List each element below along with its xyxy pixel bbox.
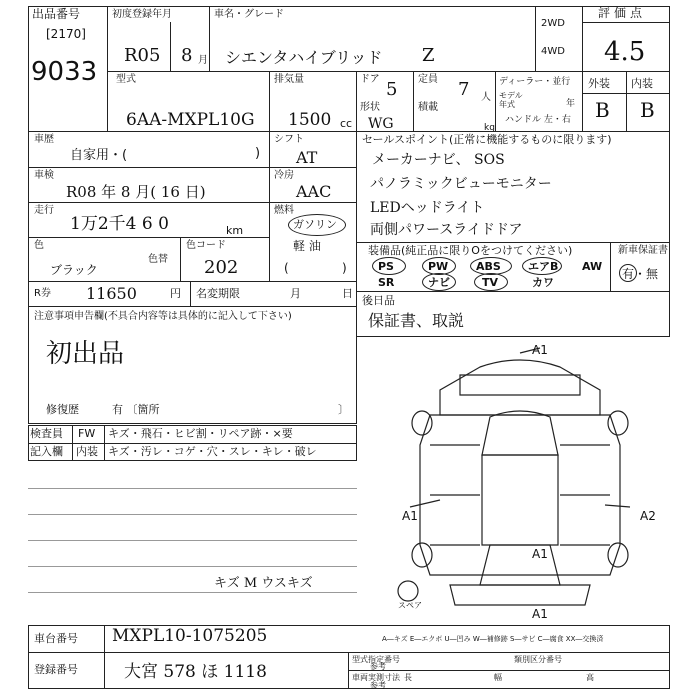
divider [28, 566, 357, 567]
name-change-label: 名変期限 [196, 287, 240, 300]
first-reg-month-unit: 月 [198, 55, 208, 66]
model-name: シエンタハイブリッド [225, 48, 383, 67]
vin-value: MXPL10-1075205 [112, 626, 268, 646]
plate-len: 長 [404, 673, 412, 682]
drive-box [535, 6, 583, 72]
capacity-value: 7 [458, 79, 470, 100]
divider [28, 592, 357, 593]
divider [626, 71, 627, 132]
sales-item-4: 両側パワースライドドア [370, 222, 523, 238]
capacity-unit: 人 [481, 92, 491, 103]
diagram-note: キズ M ウスキズ [214, 576, 313, 591]
divider [582, 93, 670, 94]
type-value: 6AA-MXPL10G [126, 110, 255, 130]
model-year-label-2: 年式 [499, 100, 515, 109]
displacement-label: 排気量 [274, 74, 304, 85]
repair-close: 〕 [338, 403, 349, 416]
shape-label: 形状 [360, 102, 380, 113]
fuel-alt: 軽 油 [293, 239, 321, 253]
plate-reg-label: 型式指定番号 [352, 655, 400, 664]
color-label: 色 [34, 240, 44, 251]
divider [190, 281, 191, 307]
drive-4wd: 4WD [541, 46, 565, 57]
mileage-unit: km [226, 224, 244, 237]
mileage-value: 1万2千4 6 0 [70, 214, 169, 234]
recycle-day: 日 [342, 287, 353, 300]
type-label: 型式 [116, 74, 136, 85]
equip-circle-ps [372, 257, 406, 275]
load-label: 積載 [418, 102, 438, 113]
interior-label: 内装 [631, 77, 653, 90]
handle-label: ハンドル 左・右 [505, 115, 571, 125]
equip-leather: カワ [532, 276, 554, 289]
ac-label: 冷房 [274, 170, 294, 181]
dealer-label: ディーラー・並行 [499, 77, 571, 87]
grade: Z [422, 45, 435, 66]
equip-sr: SR [378, 276, 395, 289]
car-diagram [370, 345, 670, 625]
shift-label: シフト [274, 134, 304, 145]
checker-row2-text: キズ・汚レ・コゲ・穴・スレ・キレ・破レ [108, 445, 317, 458]
plate-wid: 幅 [494, 673, 502, 682]
diagram-a1-bottom: A1 [532, 607, 548, 621]
divider [104, 425, 105, 461]
first-reg-month: 8 [181, 45, 193, 66]
vin-label: 車台番号 [34, 632, 78, 645]
sales-item-3: LEDヘッドライト [370, 200, 485, 216]
divider [28, 488, 357, 489]
equip-tv: TV [482, 276, 499, 289]
checker-row1-label: 検査員 [30, 427, 63, 440]
equip-circle-navi [422, 273, 456, 291]
color-num-label: 色替 [148, 254, 168, 265]
divider [28, 443, 357, 444]
inspection-label: 車検 [34, 170, 54, 181]
fuel-label: 燃料 [274, 205, 294, 216]
exterior-label: 外装 [588, 77, 610, 90]
repair-value: 有 〔箇所 [112, 403, 160, 416]
diagram-a2-right: A2 [640, 509, 656, 523]
lot-label: 出品番号 [32, 7, 81, 21]
notes-label: 注意事項申告欄(不具合内容等は具体的に記入して下さい) [34, 311, 292, 322]
plate-reg-ref: 参考 [370, 662, 386, 671]
plate-hei: 高 [586, 673, 594, 682]
lot-bracket: [2170] [46, 27, 86, 41]
warranty-value: 有・無 [622, 267, 659, 281]
first-reg-year: R05 [124, 45, 161, 66]
mileage-label: 走行 [34, 205, 54, 216]
score: 4.5 [604, 37, 646, 67]
lot-number: 9033 [31, 57, 98, 87]
load-unit: kg [484, 123, 495, 133]
fuel-circle [288, 214, 346, 236]
divider [28, 540, 357, 541]
color-code-label: 色コード [186, 240, 226, 251]
divider [28, 514, 357, 515]
displacement-unit: cc [340, 117, 353, 130]
divider [582, 22, 670, 23]
diagram-a1-left: A1 [402, 509, 418, 523]
equipment-label: 装備品(純正品に限りOをつけてください) [368, 244, 573, 257]
exterior-score: B [595, 98, 610, 122]
plate-dims-ref: 参考 [370, 681, 386, 690]
divider [170, 22, 171, 72]
recycle-unit: 円 [170, 287, 181, 300]
score-label: 評価点 [598, 6, 647, 20]
plate-class-label: 類別区分番号 [514, 655, 562, 664]
doors-value: 5 [386, 79, 398, 100]
later-label: 後日品 [362, 294, 395, 307]
checker-row2-label: 記入欄 [30, 445, 63, 458]
capacity-label: 定員 [418, 74, 438, 85]
warranty-circle [619, 264, 637, 282]
history-value: 自家用・( [70, 148, 128, 163]
model-year-unit: 年 [566, 99, 576, 109]
divider [72, 425, 73, 461]
drive-2wd: 2WD [541, 18, 565, 29]
equip-aw: AW [582, 260, 603, 273]
equip-pw: PW [428, 260, 449, 273]
plate-value: 大宮 578 ほ 1118 [124, 662, 267, 682]
displacement-value: 1500 [288, 110, 332, 130]
equip-circle-airbag [522, 257, 562, 275]
equip-circle-tv [474, 273, 508, 291]
divider [180, 237, 181, 282]
doors-label: ドア [360, 74, 380, 85]
fuel-paren-close: ) [342, 261, 347, 275]
inspection-value: R08 年 8 月( 16 日) [66, 183, 206, 201]
sales-item-1: メーカーナビ、 SOS [372, 152, 505, 168]
recycle-label: R券 [34, 288, 51, 299]
repair-label: 修復歴 [46, 403, 79, 416]
fuel-paren-open: ( [284, 261, 289, 275]
checker-row1-text: キズ・飛石・ヒビ割・リペア跡・×要 [108, 427, 293, 440]
notes-handwritten: 初出品 [46, 339, 125, 369]
divider [610, 242, 611, 292]
diagram-a1-top: A1 [532, 343, 548, 357]
ac-value: AAC [296, 182, 332, 201]
sales-item-2: パノラミックビューモニター [370, 176, 552, 192]
history-label: 車歴 [34, 134, 54, 145]
divider [348, 670, 670, 671]
equip-ps: PS [378, 260, 394, 273]
plate-dims-label: 車両実測寸法 [352, 673, 400, 682]
equip-navi: ナビ [428, 276, 450, 289]
fuel-value: ガソリン [293, 218, 337, 231]
warranty-label: 新車保証書 [618, 245, 668, 256]
later-value: 保証書、取説 [368, 311, 465, 330]
color-code-value: 202 [204, 257, 239, 278]
recycle-value: 11650 [86, 284, 137, 303]
plate-label: 登録番号 [34, 663, 78, 676]
interior-score: B [640, 98, 655, 122]
history-close: ) [255, 146, 261, 161]
diagram-spare-label: スペア [398, 601, 422, 610]
history-box [28, 131, 270, 168]
recycle-box [28, 281, 357, 307]
vin-legend: A―キズ E―エクボ U―凹み W―補修跡 S―サビ C―腐食 XX―交換済 [382, 635, 604, 643]
model-year-label-1: モデル [499, 91, 523, 100]
model-label: 車名・グレード [214, 9, 284, 20]
recycle-month: 月 [290, 287, 301, 300]
equip-airbag: エアB [528, 260, 559, 273]
equip-abs: ABS [476, 260, 501, 273]
sales-label: セールスポイント(正常に機能するものに限ります) [362, 133, 612, 146]
shift-value: AT [296, 148, 318, 167]
shape-value: WG [368, 116, 394, 132]
color-value: ブラック [50, 263, 98, 277]
diagram-a1-center: A1 [532, 547, 548, 561]
checker-row1-tag: FW [78, 427, 96, 440]
first-reg-label: 初度登録年月 [112, 9, 172, 20]
checker-row2-tag: 内装 [76, 445, 98, 458]
